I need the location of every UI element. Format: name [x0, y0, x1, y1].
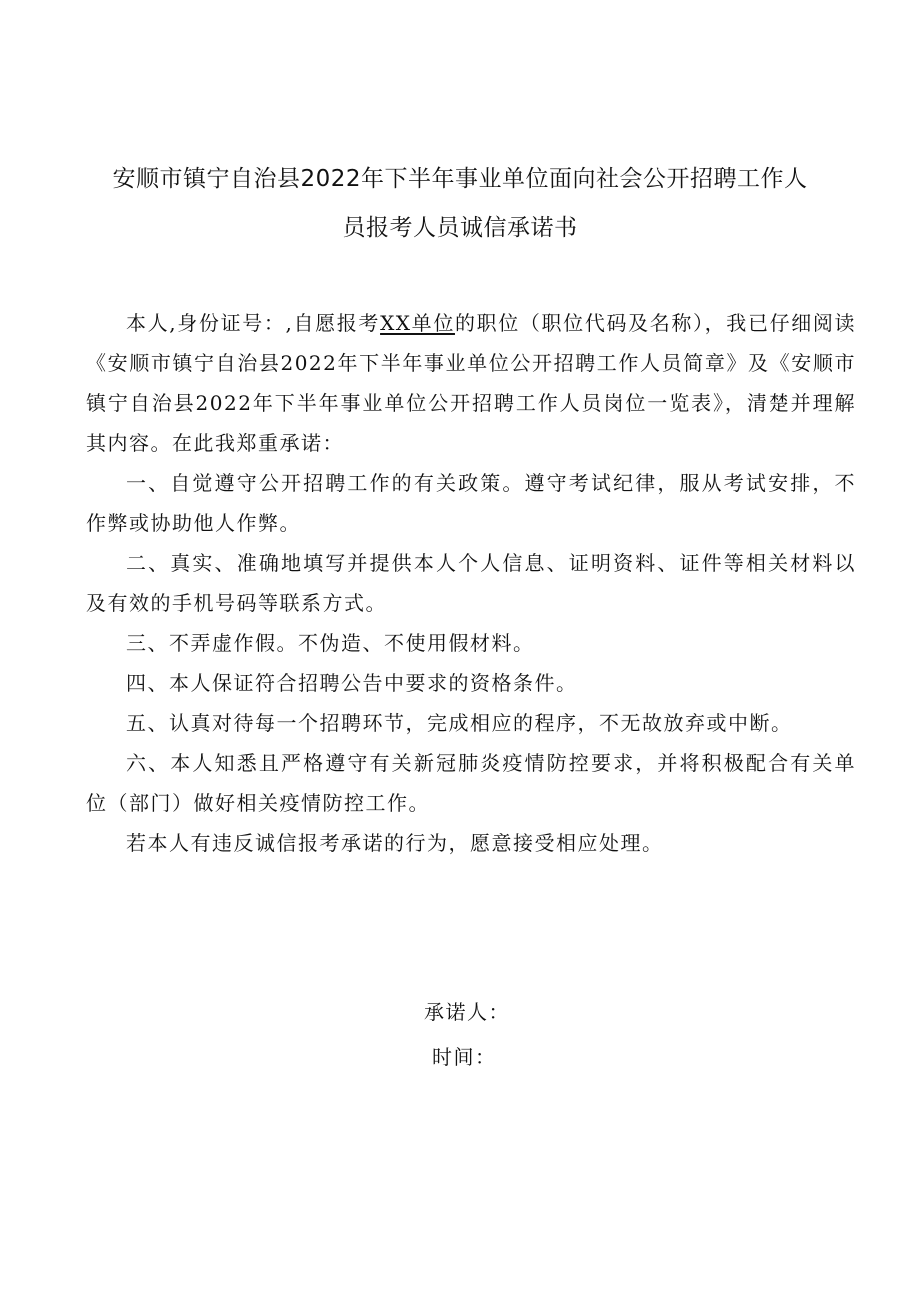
closing-paragraph: 若本人有违反诚信报考承诺的行为，愿意接受相应处理。: [126, 831, 664, 855]
pledge-item-4: 四、本人保证符合招聘公告中要求的资格条件。: [126, 671, 578, 695]
date-label: 时间：: [432, 1045, 497, 1069]
pledge-item-1: 一、自觉遵守公开招聘工作的有关政策。遵守考试纪律，服从考试安排，不作弊或协助他人作弊。: [86, 471, 856, 535]
document-title-line-2: 员报考人员诚信承诺书: [342, 215, 578, 241]
intro-paragraph: [86, 303, 856, 463]
intro-text-start: 本人,身份证号：,自愿报考: [126, 311, 381, 335]
intro-text-end: 的职位（职位代码及名称），我已仔细阅读《安顺市镇宁自治县2022年下半年事业单位公开招聘工作人员简章》及《安顺市镇宁自治县2022年下半年事业单位公开招聘工作人员岗位一览表》，清楚并理解其内容。在此我郑重承诺：: [86, 311, 857, 455]
signature-label: 承诺人：: [424, 1000, 510, 1024]
pledge-item-3: 三、不弄虚作假。不伪造、不使用假材料。: [126, 631, 535, 655]
document-title-line-1: 安顺市镇宁自治县2022年下半年事业单位面向社会公开招聘工作人: [112, 166, 808, 192]
pledge-item-6: 六、本人知悉且严格遵守有关新冠肺炎疫情防控要求，并将积极配合有关单位（部门）做好相关疫情防控工作。: [86, 751, 856, 815]
pledge-item-2: 二、真实、准确地填写并提供本人个人信息、证明资料、证件等相关材料以及有效的手机号码等联系方式。: [86, 551, 856, 615]
pledge-item-5: 五、认真对待每一个招聘环节，完成相应的程序，不无故放弃或中断。: [126, 711, 793, 735]
unit-name: XX单位: [380, 311, 455, 335]
document-body: [86, 303, 856, 863]
